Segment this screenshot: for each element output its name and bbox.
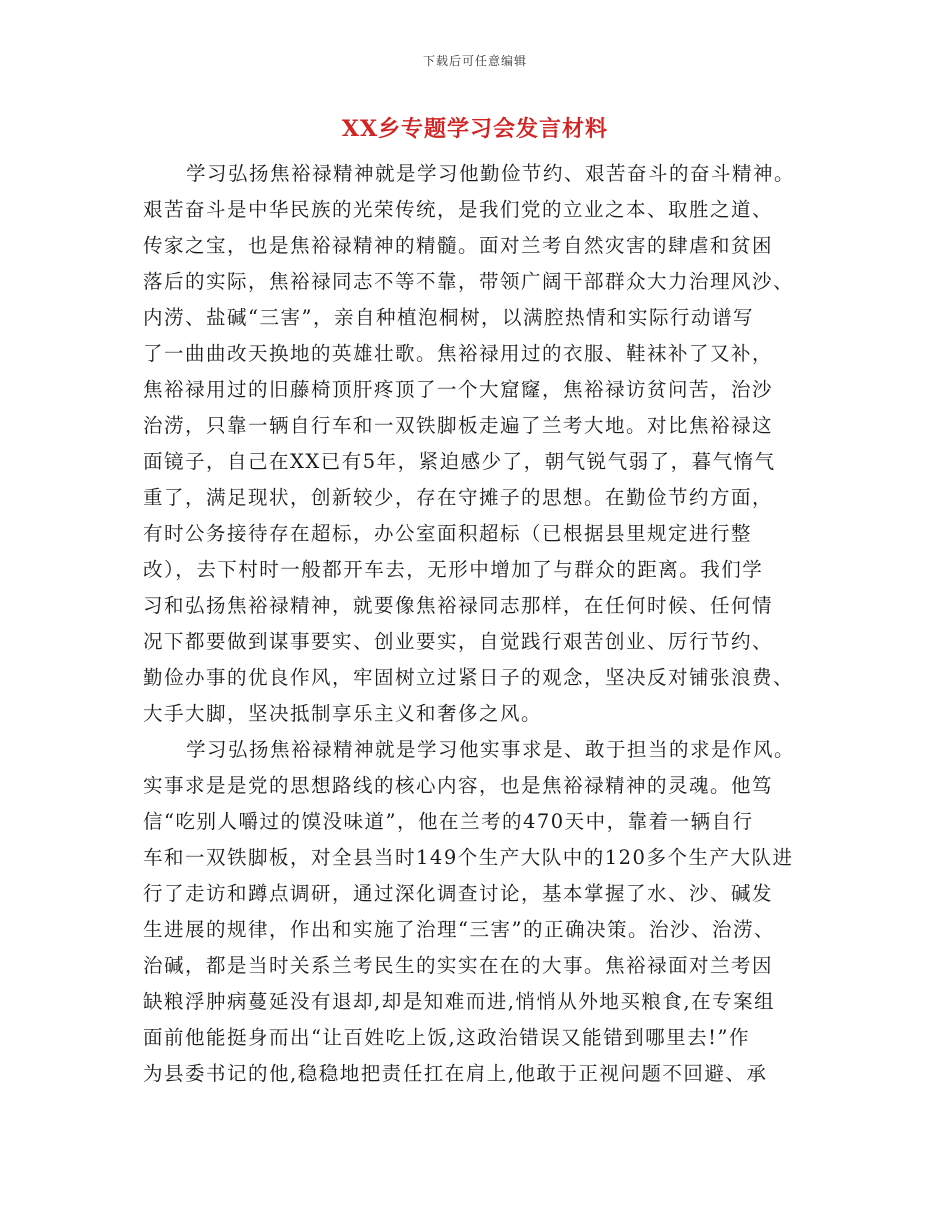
body-line: 为县委书记的他,稳稳地把责任扛在肩上,他敢于正视问题不回避、承 <box>143 1062 768 1085</box>
body-line: 治碱，都是当时关系兰考民生的实实在在的大事。焦裕禄面对兰考因 <box>143 954 774 977</box>
body-line: 大手大脚，坚决抵制享乐主义和奢侈之风。 <box>143 702 543 725</box>
body-line: 焦裕禄用过的旧藤椅顶肝疼顶了一个大窟窿，焦裕禄访贫问苦，治沙 <box>143 378 774 401</box>
body-line: 内涝、盐碱“三害”，亲自种植泡桐树，以满腔热情和实际行动谱写 <box>143 306 754 329</box>
body-line: 艰苦奋斗是中华民族的光荣传统，是我们党的立业之本、取胜之道、 <box>143 198 774 221</box>
body-line: 治涝，只靠一辆自行车和一双铁脚板走遍了兰考大地。对比焦裕禄这 <box>143 414 774 437</box>
body-line: 面前他能挺身而出“让百姓吃上饭,这政治错误又能错到哪里去!”作 <box>143 1026 750 1049</box>
body-line: 学习弘扬焦裕禄精神就是学习他实事求是、敢于担当的求是作风。 <box>186 738 796 761</box>
body-line: 有时公务接待存在超标，办公室面积超标（已根据县里规定进行整 <box>143 522 753 545</box>
body-line: 传家之宝，也是焦裕禄精神的精髓。面对兰考自然灾害的肆虐和贫困 <box>143 234 774 257</box>
body-line: 车和一双铁脚板，对全县当时149个生产大队中的120多个生产大队进 <box>143 846 794 869</box>
body-line: 改），去下村时一般都开车去，无形中增加了与群众的距离。我们学 <box>143 558 764 581</box>
body-line: 落后的实际，焦裕禄同志不等不靠，带领广阔干部群众大力治理风沙、 <box>143 270 795 293</box>
body-line: 了一曲曲改天换地的英雄壮歌。焦裕禄用过的衣服、鞋袜补了又补， <box>143 342 774 365</box>
body-line: 行了走访和蹲点调研，通过深化调查讨论，基本掌握了水、沙、碱发 <box>143 882 774 905</box>
body-line: 信“吃别人嚼过的馍没味道”，他在兰考的470天中，靠着一辆自行 <box>143 810 754 833</box>
body-line: 缺粮浮肿病蔓延没有退却,却是知难而进,悄悄从外地买粮食,在专案组 <box>143 990 776 1013</box>
document-title: XX乡专题学习会发言材料 <box>341 116 609 142</box>
page-header-note: 下载后可任意编辑 <box>422 54 527 68</box>
body-line: 习和弘扬焦裕禄精神，就要像焦裕禄同志那样，在任何时候、任何情 <box>143 594 774 617</box>
body-line: 生进展的规律，作出和实施了治理“三害”的正确决策。治沙、治涝、 <box>143 918 775 941</box>
body-line: 重了，满足现状，创新较少，存在守摊子的思想。在勤俭节约方面， <box>143 486 774 509</box>
body-line: 勤俭办事的优良作风，牢固树立过紧日子的观念，坚决反对铺张浪费、 <box>143 666 795 689</box>
body-line: 况下都要做到谋事要实、创业要实，自觉践行艰苦创业、厉行节约、 <box>143 630 774 653</box>
body-line: 实事求是是党的思想路线的核心内容，也是焦裕禄精神的灵魂。他笃 <box>143 774 774 797</box>
document-body <box>143 156 813 1092</box>
body-line: 学习弘扬焦裕禄精神就是学习他勤俭节约、艰苦奋斗的奋斗精神。 <box>186 162 796 185</box>
body-line: 面镜子，自己在XX已有5年，紧迫感少了，朝气锐气弱了，暮气惰气 <box>143 450 776 473</box>
